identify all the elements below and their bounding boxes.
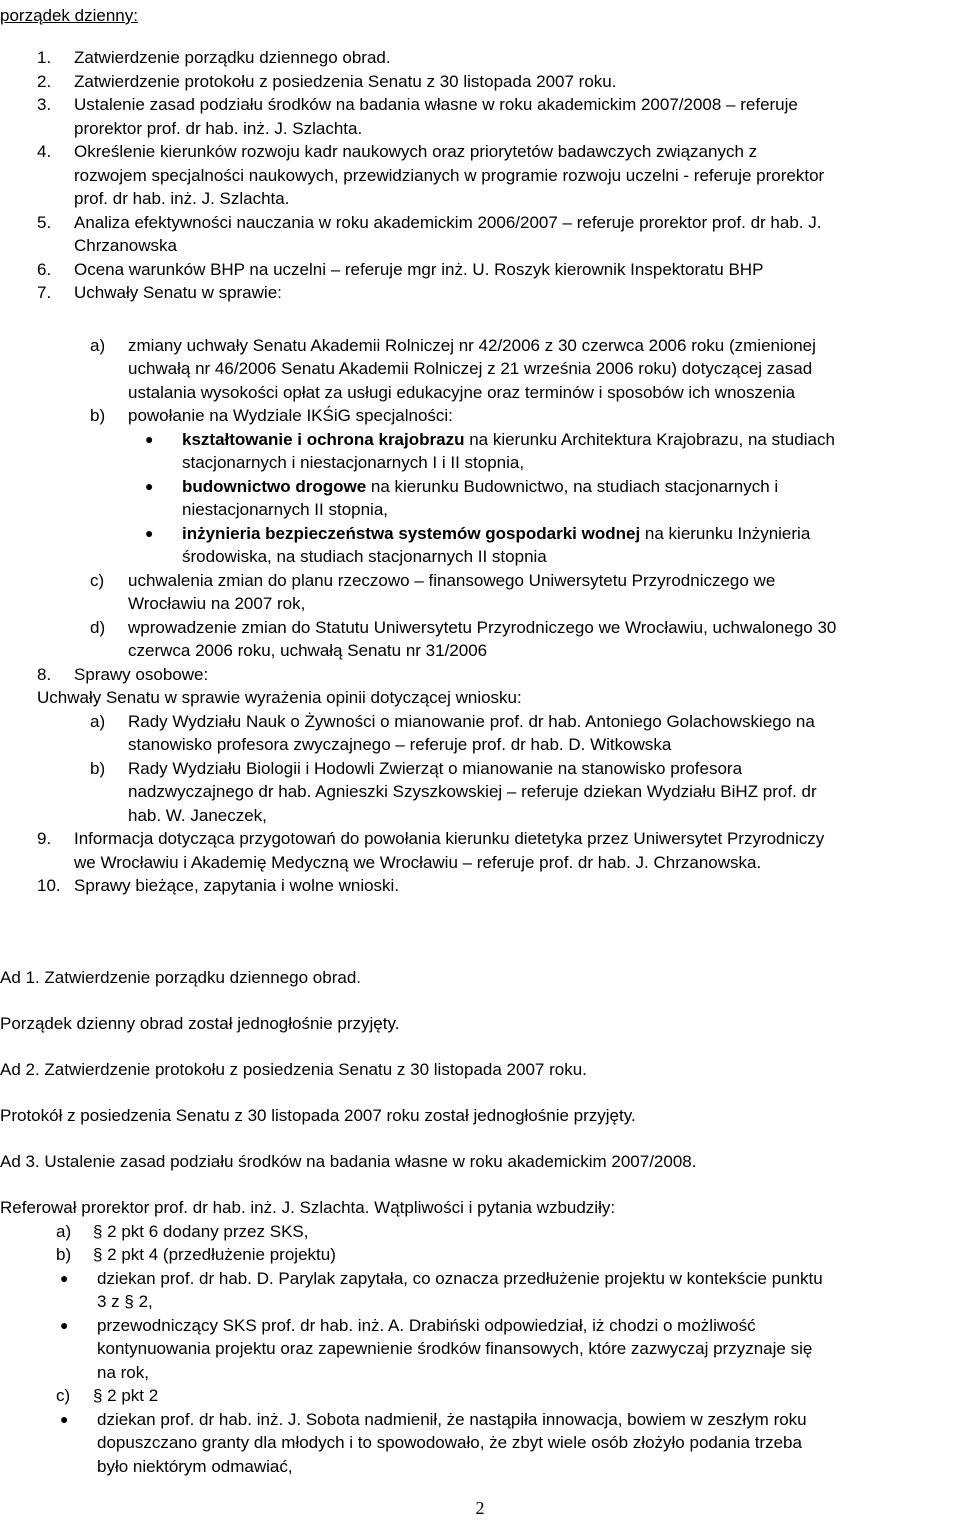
agenda-item-4-line-1: Określenie kierunków rozwoju kadr naukowych oraz priorytetów badawczych związanych z — [74, 142, 758, 161]
agenda-item-4-line-3: prof. dr hab. inż. J. Szlachta. — [74, 189, 290, 208]
ad3-a-label: a) — [56, 1222, 72, 1241]
agenda-item-3-line-1: Ustalenie zasad podziału środków na badania własne w roku akademickim 2007/2008 – referuje — [74, 95, 798, 114]
bullet-icon: ● — [145, 525, 154, 541]
ad3-b-bullet-1-line-2: 3 z § 2, — [97, 1292, 153, 1311]
ad1-heading: Ad 1. Zatwierdzenie porządku dziennego obrad. — [0, 968, 362, 987]
agenda-num-2: 2. — [37, 72, 52, 91]
ad3-c-bullet-1-line-1: dziekan prof. dr hab. inż. J. Sobota nadmienił, że nastąpiła innowacja, bowiem w zeszłym roku — [97, 1410, 807, 1429]
ad3-b-bullet-2-line-1: przewodniczący SKS prof. dr hab. inż. A. Drabiński odpowiedział, iż chodzi o możliwość — [97, 1316, 756, 1335]
agenda-num-6: 6. — [37, 260, 52, 279]
bullet-icon: ● — [145, 478, 154, 494]
spec-3-rest: na kierunku Inżynieria — [640, 524, 811, 543]
ad3-b-bullet-1-line-1: dziekan prof. dr hab. D. Parylak zapytała, co oznacza przedłużenie projektu w kontekście punktu — [97, 1269, 823, 1288]
item7-d-line-1: wprowadzenie zmian do Statutu Uniwersytetu Przyrodniczego we Wrocławiu, uchwalonego 30 — [128, 618, 837, 637]
spec-1-rest: na kierunku Architektura Krajobrazu, na studiach — [464, 430, 835, 449]
page-number: 2 — [475, 1498, 485, 1518]
item8-intro: Uchwały Senatu w sprawie wyrażenia opinii dotyczącej wniosku: — [37, 688, 522, 707]
agenda-num-3: 3. — [37, 95, 52, 114]
bullet-icon: ● — [60, 1411, 69, 1427]
ad3-c-bullet-1-line-2: dopuszczano granty dla młodych i to spowodowało, że zbyt wiele osób złożyło podania trzeba — [97, 1433, 802, 1452]
item8-b-line-2: nadzwyczajnego dr hab. Agnieszki Szyszkowskiej – referuje dziekan Wydziału BiHZ prof. dr — [128, 782, 817, 801]
ad3-heading: Ad 3. Ustalenie zasad podziału środków na badania własne w roku akademickim 2007/2008. — [0, 1152, 697, 1171]
agenda-item-5-line-1: Analiza efektywności nauczania w roku akademickim 2006/2007 – referuje prorektor prof. dr hab. J. — [74, 213, 822, 232]
bullet-icon: ● — [60, 1270, 69, 1286]
spec-2-line-2: niestacjonarnych II stopnia, — [182, 500, 389, 519]
item8-a-line-1: Rady Wydziału Nauk o Żywności o mianowanie prof. dr hab. Antoniego Golachowskiego na — [128, 712, 815, 731]
spec-2-name: budownictwo drogowe — [182, 477, 367, 496]
spec-1-line-1 — [182, 428, 835, 452]
spec-3-line-1 — [182, 522, 810, 546]
ad2-heading: Ad 2. Zatwierdzenie protokołu z posiedzenia Senatu z 30 listopada 2007 roku. — [0, 1060, 587, 1079]
agenda-item-5-line-2: Chrzanowska — [74, 236, 177, 255]
ad3-c-text: § 2 pkt 2 — [93, 1386, 159, 1405]
ad2-text: Protokół z posiedzenia Senatu z 30 listopada 2007 roku został jednogłośnie przyjęty. — [0, 1106, 636, 1125]
agenda-num-1: 1. — [37, 48, 52, 67]
agenda-num-7: 7. — [37, 283, 52, 302]
item9-line-2: we Wrocławiu i Akademię Medyczną we Wrocławiu – referuje prof. dr hab. J. Chrzanowska. — [74, 853, 762, 872]
spec-2-line-1 — [182, 475, 778, 499]
item8-title: Sprawy osobowe: — [74, 665, 209, 684]
item7-c-label: c) — [90, 571, 105, 590]
item7-d-line-2: czerwca 2006 roku, uchwałą Senatu nr 31/2006 — [128, 641, 488, 660]
item7-a-line-2: uchwałą nr 46/2006 Senatu Akademii Rolniczej z 21 września 2006 roku) dotyczącej zasad — [128, 359, 813, 378]
spec-1-name: kształtowanie i ochrona krajobrazu — [182, 430, 465, 449]
agenda-item-1: Zatwierdzenie porządku dziennego obrad. — [74, 48, 391, 67]
ad3-c-label: c) — [56, 1386, 71, 1405]
ad1-text: Porządek dzienny obrad został jednogłośnie przyjęty. — [0, 1014, 400, 1033]
item9-line-1: Informacja dotycząca przygotowań do powołania kierunku dietetyka przez Uniwersytet Przyrodniczy — [74, 829, 825, 848]
ad3-a-text: § 2 pkt 6 dodany przez SKS, — [93, 1222, 309, 1241]
item7-a-label: a) — [90, 336, 106, 355]
item8-b-line-3: hab. W. Janeczek, — [128, 806, 267, 825]
agenda-item-4-line-2: rozwojem specjalności naukowych, przewidzianych w programie rozwoju uczelni - referuje prorektor — [74, 166, 825, 185]
item7-c-line-1: uchwalenia zmian do planu rzeczowo – finansowego Uniwersytetu Przyrodniczego we — [128, 571, 776, 590]
item8-a-line-2: stanowisko profesora zwyczajnego – referuje prof. dr hab. D. Witkowska — [128, 735, 672, 754]
spec-3-line-2: środowiska, na studiach stacjonarnych II stopnia — [182, 547, 547, 566]
agenda-num-8: 8. — [37, 665, 52, 684]
agenda-item-2: Zatwierdzenie protokołu z posiedzenia Senatu z 30 listopada 2007 roku. — [74, 72, 617, 91]
agenda-num-10: 10. — [37, 876, 61, 895]
spec-2-rest: na kierunku Budownictwo, na studiach stacjonarnych i — [366, 477, 779, 496]
item8-a-label: a) — [90, 712, 106, 731]
agenda-item-3-line-2: prorektor prof. dr hab. inż. J. Szlachta. — [74, 119, 363, 138]
item7-d-label: d) — [90, 618, 106, 637]
item8-b-line-1: Rady Wydziału Biologii i Hodowli Zwierząt o mianowanie na stanowisko profesora — [128, 759, 743, 778]
agenda-num-5: 5. — [37, 213, 52, 232]
spec-1-line-2: stacjonarnych i niestacjonarnych I i II stopnia, — [182, 453, 525, 472]
agenda-header: porządek dzienny: — [0, 6, 138, 25]
agenda-item-6: Ocena warunków BHP na uczelni – referuje mgr inż. U. Roszyk kierownik Inspektoratu BHP — [74, 260, 764, 279]
bullet-icon: ● — [60, 1317, 69, 1333]
ad3-c-bullet-1-line-3: było niektórym odmawiać, — [97, 1457, 293, 1476]
ad3-b-label: b) — [56, 1245, 72, 1264]
item8-b-label: b) — [90, 759, 106, 778]
item7-c-line-2: Wrocławiu na 2007 rok, — [128, 594, 306, 613]
item10-line: Sprawy bieżące, zapytania i wolne wnioski. — [74, 876, 400, 895]
item7-b-line: powołanie na Wydziale IKŚiG specjalności: — [128, 406, 453, 425]
spec-3-name: inżynieria bezpieczeństwa systemów gospodarki wodnej — [182, 524, 641, 543]
item7-a-line-3: ustalania wysokości opłat za usługi edukacyjne oraz terminów i sposobów ich wnoszenia — [128, 383, 796, 402]
ad3-intro: Referował prorektor prof. dr hab. inż. J. Szlachta. Wątpliwości i pytania wzbudziły: — [0, 1198, 616, 1217]
bullet-icon: ● — [145, 431, 154, 447]
ad3-b-bullet-2-line-2: kontynuowania projektu oraz zapewnienie środków finansowych, które zazwyczaj przyznaje się — [97, 1339, 813, 1358]
agenda-item-7: Uchwały Senatu w sprawie: — [74, 283, 282, 302]
ad3-b-text: § 2 pkt 4 (przedłużenie projektu) — [93, 1245, 336, 1264]
agenda-num-9: 9. — [37, 829, 52, 848]
item7-a-line-1: zmiany uchwały Senatu Akademii Rolniczej nr 42/2006 z 30 czerwca 2006 roku (zmienionej — [128, 336, 816, 355]
item7-b-label: b) — [90, 406, 106, 425]
ad3-b-bullet-2-line-3: na rok, — [97, 1363, 149, 1382]
agenda-num-4: 4. — [37, 142, 52, 161]
